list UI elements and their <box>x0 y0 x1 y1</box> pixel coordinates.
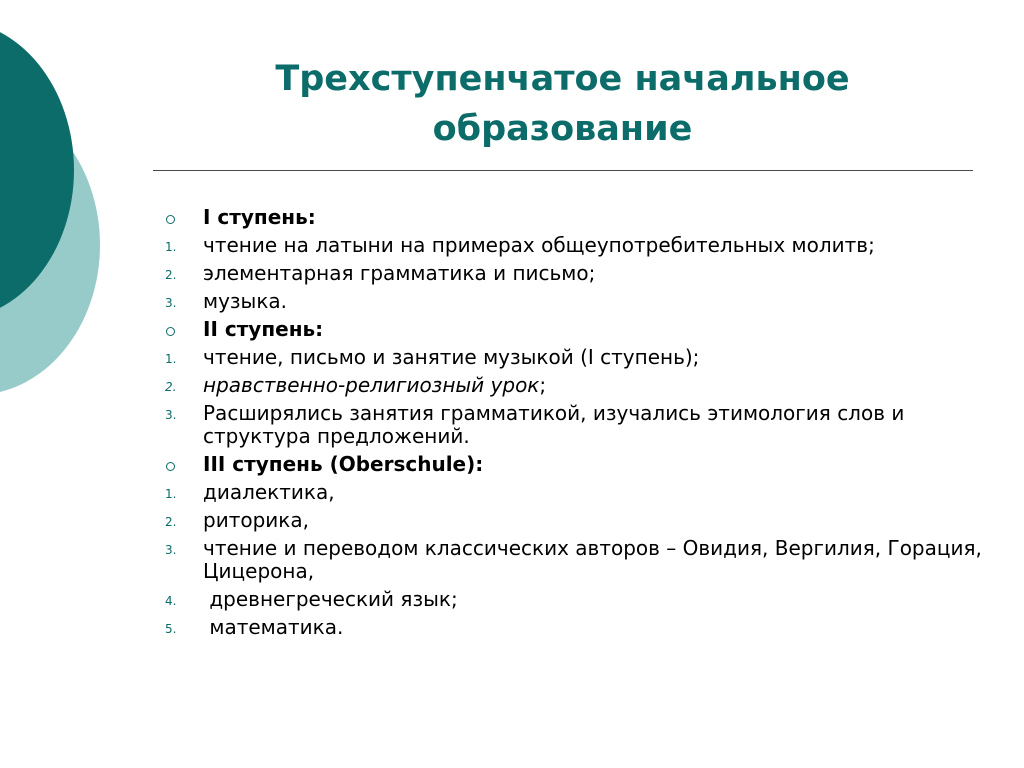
item-text: диалектика, <box>203 480 335 504</box>
circle-bullet-icon <box>166 215 175 224</box>
item-number: 2. <box>165 268 177 282</box>
item-number: 3. <box>165 296 177 310</box>
stage-3-heading <box>160 453 990 476</box>
content-list <box>160 206 990 644</box>
stage-label: III ступень (Oberschule): <box>203 452 484 476</box>
item-number: 5. <box>165 622 177 636</box>
item-text: древнегреческий язык; <box>203 587 458 611</box>
list-item <box>160 537 990 583</box>
slide-title <box>155 54 970 154</box>
list-item <box>160 588 990 611</box>
list-item <box>160 509 990 532</box>
slide-title-line-2: образование <box>432 109 693 149</box>
item-number: 2. <box>165 380 177 394</box>
item-text: музыка. <box>203 289 288 313</box>
item-text: Расширялись занятия грамматикой, изучались этимология слов и структура предложений. <box>203 401 905 448</box>
list-item <box>160 402 990 448</box>
item-text <box>203 373 546 397</box>
item-text-italic: нравственно-религиозный урок <box>203 373 540 397</box>
item-number: 2. <box>165 515 177 529</box>
list-item <box>160 346 990 369</box>
slide-title-line-1: Трехступенчатое начальное <box>275 59 850 99</box>
stage-label: I ступень: <box>203 205 316 229</box>
item-number: 1. <box>165 352 177 366</box>
item-text: элементарная грамматика и письмо; <box>203 261 596 285</box>
item-number: 3. <box>165 408 177 422</box>
item-text: чтение, письмо и занятие музыкой (I ступень); <box>203 345 700 369</box>
item-text: риторика, <box>203 508 309 532</box>
stage-label: II ступень: <box>203 317 324 341</box>
list-item <box>160 262 990 285</box>
list-item <box>160 290 990 313</box>
list-item <box>160 481 990 504</box>
list-item <box>160 374 990 397</box>
item-text: математика. <box>203 615 344 639</box>
circle-bullet-icon <box>166 462 175 471</box>
list-item <box>160 234 990 257</box>
item-text: чтение и переводом классических авторов – Овидия, Вергилия, Горация, Цицерона, <box>203 536 982 583</box>
circle-bullet-icon <box>166 327 175 336</box>
item-text-suffix: ; <box>539 373 547 397</box>
list-item <box>160 616 990 639</box>
stage-1-heading <box>160 206 990 229</box>
item-text: чтение на латыни на примерах общеупотребительных молитв; <box>203 233 875 257</box>
title-divider <box>153 170 973 171</box>
item-number: 1. <box>165 487 177 501</box>
stage-2-heading <box>160 318 990 341</box>
item-number: 3. <box>165 543 177 557</box>
item-number: 1. <box>165 240 177 254</box>
item-number: 4. <box>165 594 177 608</box>
